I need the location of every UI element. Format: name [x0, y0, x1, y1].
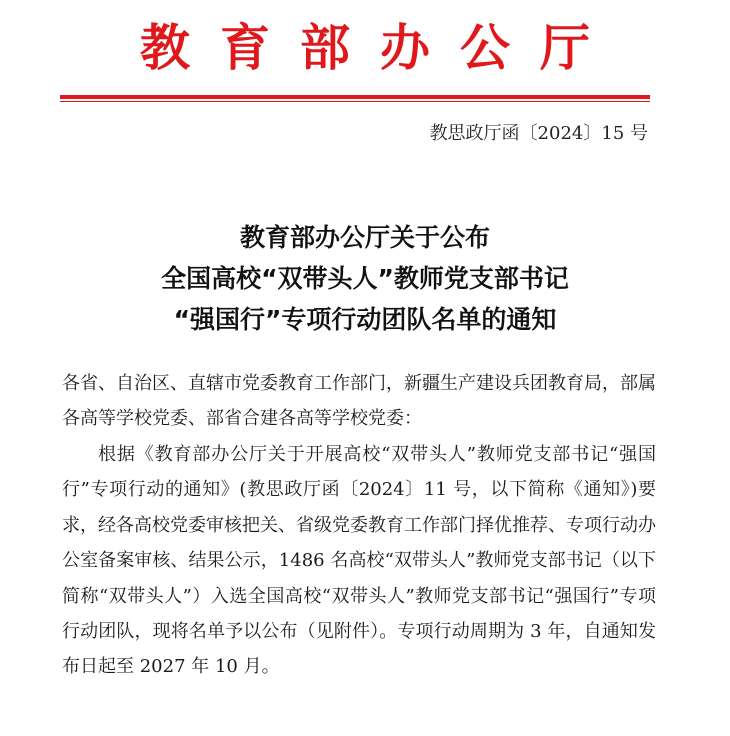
- document-title-line-1: 教育部办公厅关于公布: [239, 223, 490, 252]
- document-number: 教思政厅函〔2024〕15 号: [429, 123, 648, 144]
- masthead-rule-thick: [60, 95, 650, 99]
- document-title-line-3: “强国行”专项行动团队名单的通知: [173, 305, 557, 334]
- masthead-rule-thin: [60, 101, 650, 102]
- masthead-title: 教育部办公厅: [140, 18, 620, 77]
- salutation: 各省、自治区、直辖市党委教育工作部门，新疆生产建设兵团教育局，部属各高等学校党委、部省合建各高等学校党委：: [62, 373, 656, 430]
- document-title-line-2: 全国高校“双带头人”教师党支部书记: [161, 264, 569, 293]
- body-paragraph: 根据《教育部办公厅关于开展高校“双带头人”教师党支部书记“强国行”专项行动的通知》(教思政厅函〔2024〕11 号，以下简称《通知》)要求，经各高校党委审核把关、省级党委教育工作部门择优推荐、专项行动办公室备案审核、结果公示，1486 名高校“双带头人”教师党支部书记（以下简称“双带头人”）入选全国高校“双带头人”教师党支部书记“强国行”专项行动团队，现将名单予以公布（见附件）。专项行动周期为 3 年，自通知发布日起至 2027 年 10 月。: [62, 444, 656, 678]
